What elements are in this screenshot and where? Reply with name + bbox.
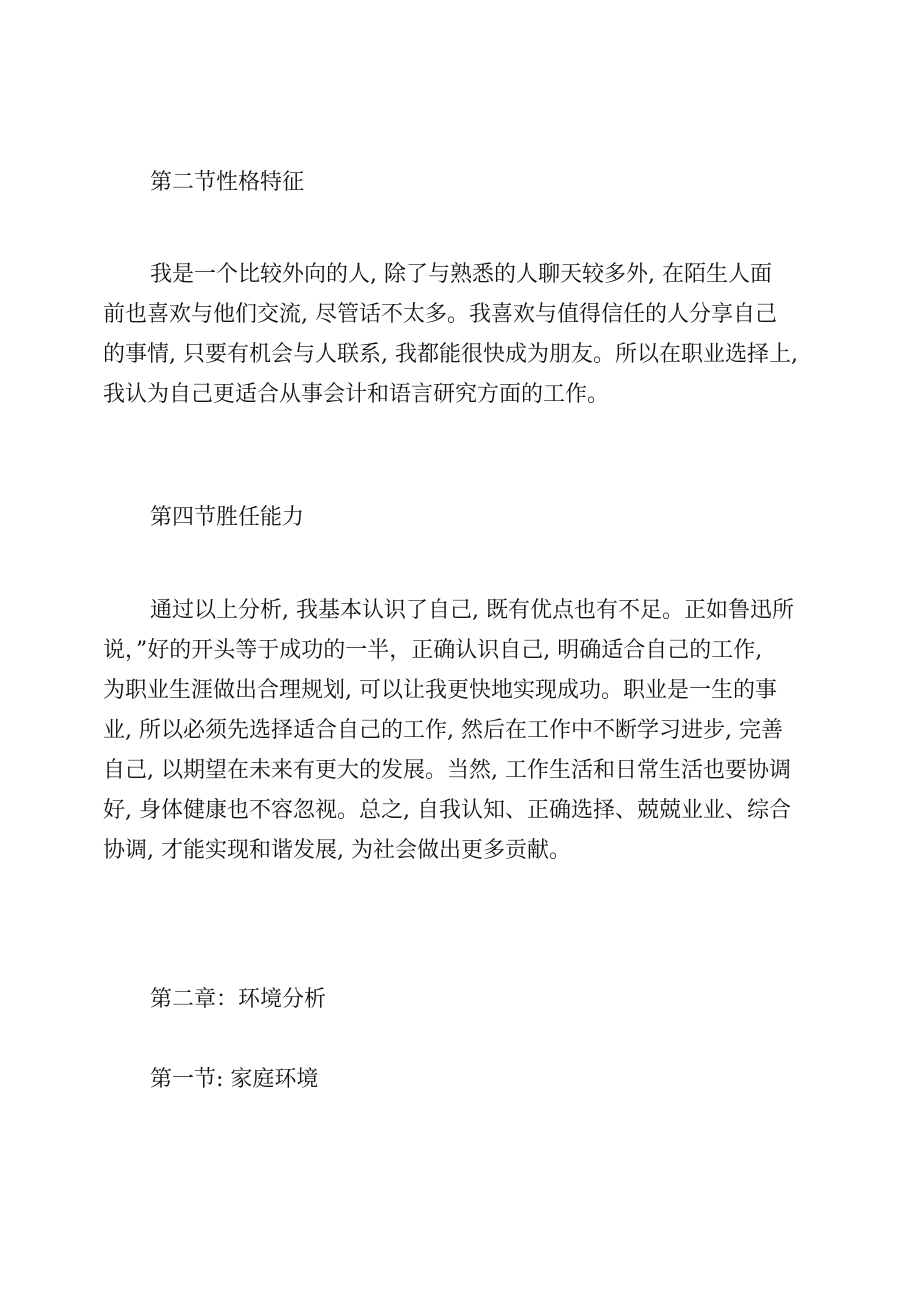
section-heading-personality: 第二节性格特征 xyxy=(150,170,305,195)
paragraph-line: 通过以上分析, 我基本认识了自己, 既有优点也有不足。正如鲁迅所 xyxy=(150,598,794,623)
paragraph-line: 说，”好的开头等于成功的一半，正确认识自己, 明确适合自己的工作, xyxy=(103,638,763,663)
paragraph-competence xyxy=(103,591,823,871)
paragraph-personality xyxy=(103,255,823,415)
section-heading-family: 第一节: 家庭环境 xyxy=(150,1067,319,1092)
chapter-heading-environment: 第二章：环境分析 xyxy=(150,987,327,1012)
section-heading-competence: 第四节胜任能力 xyxy=(150,505,305,530)
paragraph-line: 前也喜欢与他们交流, 尽管话不太多。我喜欢与值得信任的人分享自己 xyxy=(103,302,777,327)
paragraph-line: 自己, 以期望在未来有更大的发展。当然, 工作生活和日常生活也要协调 xyxy=(103,758,791,783)
paragraph-line: 为职业生涯做出合理规划, 可以让我更快地实现成功。职业是一生的事 xyxy=(103,678,777,703)
paragraph-line: 业, 所以必须先选择适合自己的工作, 然后在工作中不断学习进步, 完善 xyxy=(103,718,783,743)
paragraph-line: 我是一个比较外向的人, 除了与熟悉的人聊天较多外, 在陌生人面 xyxy=(150,262,772,287)
paragraph-line: 我认为自己更适合从事会计和语言研究方面的工作。 xyxy=(103,382,610,407)
paragraph-line: 好, 身体健康也不容忽视。总之, 自我认知、正确选择、兢兢业业、综合 xyxy=(103,798,791,823)
paragraph-line: 的事情, 只要有机会与人联系, 我都能很快成为朋友。所以在职业选择上, xyxy=(103,342,798,367)
paragraph-line: 协调, 才能实现和谐发展, 为社会做出更多贡献。 xyxy=(103,838,571,863)
